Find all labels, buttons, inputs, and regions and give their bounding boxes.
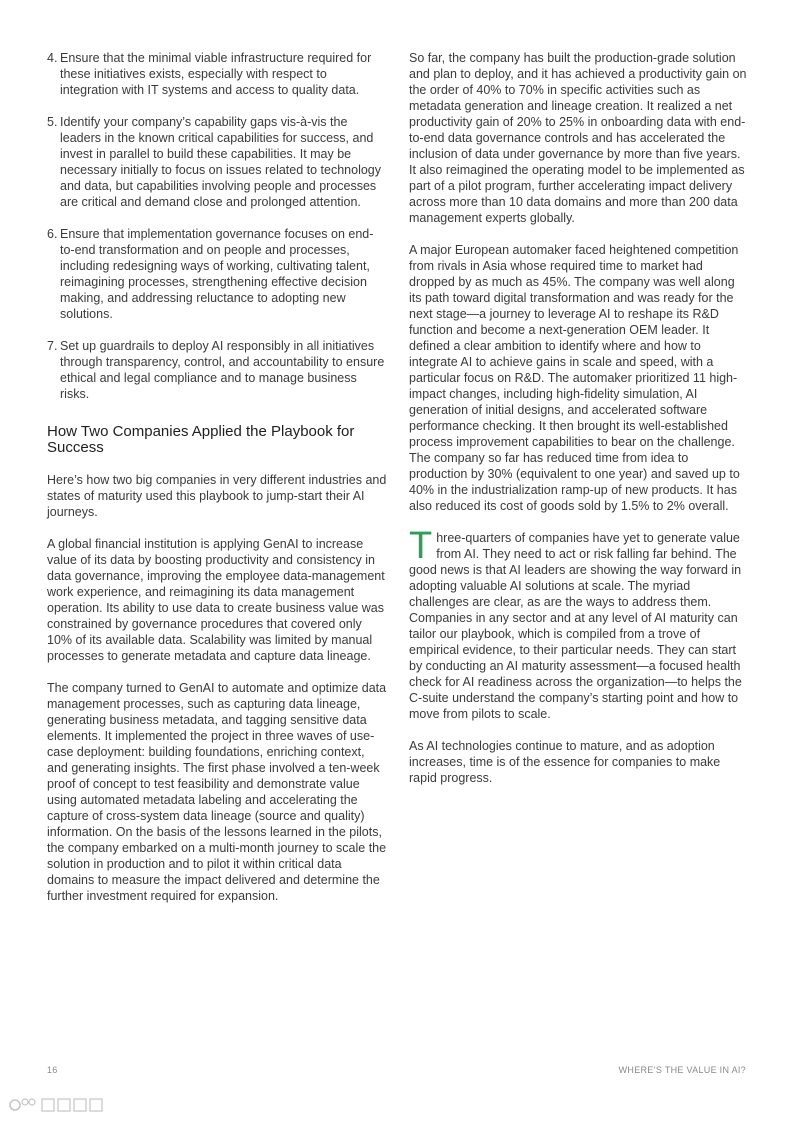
conclusion-text: hree-quarters of companies have yet to generate value from AI. They need to act or risk falling far behind. The good news is that AI leaders are showing the way forward in adopting valuable AI solutions at scale. The myriad challenges are clear, as are the ways to address them. Companies in any sector and at any level of AI maturity can tailor our playbook, which is compiled from a trove of empirical evidence, to their particular needs. They can start by conducting an AI maturity assessment—a focused health check for AI readiness across the organization—to helps the C-suite understand the company’s starting point and how to move from pilots to scale. bbox=[409, 531, 742, 721]
list-number: 4. bbox=[47, 51, 58, 65]
left-column bbox=[47, 50, 387, 920]
watermark-icon bbox=[8, 1096, 104, 1114]
list-number: 7. bbox=[47, 339, 58, 353]
final-paragraph: As AI technologies continue to mature, and as adoption increases, time is of the essence for companies to make rapid progress. bbox=[409, 739, 721, 785]
watermark-logo bbox=[8, 1096, 104, 1114]
financial-institution-paragraph: A global financial institution is applying GenAI to increase value of its data by boosting productivity and consistency in data governance, improving the employee data-management work experience, and reimagining its data management operation. Its ability to use data to create business value was constrained by governance procedures that covered only 10% of its available data. Scalability was limited by manual processes to generate metadata and capture data lineage. bbox=[47, 537, 385, 663]
list-text: Ensure that the minimal viable infrastructure required for these initiatives exists, especially with respect to integration with IT systems and access to quality data. bbox=[60, 51, 372, 97]
list-text: Ensure that implementation governance focuses on end-to-end transformation and on people and processes, including redesigning ways of working, cultivating talent, reimagining processes, strengthening effective decision making, and addressing reluctance to adopting new solutions. bbox=[60, 227, 374, 321]
list-text: Identify your company’s capability gaps vis-à-vis the leaders in the known critical capabilities for success, and invest in parallel to build these capabilities. It may be necessary initially to focus on issues related to technology and data, but capabilities involving people and processes are critical and demand close and prolonged attention. bbox=[60, 115, 382, 209]
list-number: 6. bbox=[47, 227, 58, 241]
list-text: Set up guardrails to deploy AI responsibly in all initiatives through transparency, control, and accountability to ensure ethical and legal compliance and to manage business risks. bbox=[60, 339, 385, 401]
results-paragraph: So far, the company has built the production-grade solution and plan to deploy, and it has achieved a productivity gain on the order of 40% to 70% in specific activities such as metadata generation and lineage creation. It realized a net productivity gain of 20% to 25% in onboarding data with end-to-end data governance controls and has accelerated the inclusion of data under governance by more than five years. It also reimagined the operating model to be implemented as part of a pilot program, further accelerating impact delivery across more than 10 data domains and more than 200 data management experts globally. bbox=[409, 51, 747, 225]
automaker-paragraph: A major European automaker faced heightened competition from rivals in Asia whose required time to market had dropped by as much as 45%. The company was well along its path toward digital transformation and was ready for the next stage—a journey to leverage AI to reshape its R&D function and become a next-generation OEM leader. It defined a clear ambition to identify where and how to integrate AI to achieve gains in scale and speed, with a particular focus on R&D. The automaker prioritized 11 high-impact changes, including high-fidelity simulation, AI generation of initial designs, and accelerated software performance checking. It then brought its well-established process improvement capabilities to bear on the challenge. The company so far has reduced time from idea to production by 30% (equivalent to one year) and saved up to 40% in the industrialization ramp-up of new products. It has also reduced its cost of goods sold by 1.5% to 2% overall. bbox=[409, 243, 740, 513]
recommendation-list bbox=[47, 50, 387, 402]
list-item bbox=[47, 338, 387, 402]
list-number: 5. bbox=[47, 115, 58, 129]
list-item bbox=[47, 114, 387, 210]
genai-project-paragraph: The company turned to GenAI to automate and optimize data management processes, such as capturing data lineage, generating business metadata, and tagging sensitive data elements. It implemented the project in three waves of use-case deployment: building foundations, enriching context, and generating insights. The first phase involved a ten-week proof of concept to test feasibility and demonstrate value using automated metadata labeling and accelerating the capture of cross-system data lineage (source and quality) information. On the basis of the lessons learned in the pilots, the company embarked on a multi-month journey to scale the solution in production and to pilot it within critical data domains to measure the impact delivered and determine the further investment required for expansion. bbox=[47, 681, 387, 903]
page-number: 16 bbox=[47, 1065, 58, 1075]
running-title: WHERE’S THE VALUE IN AI? bbox=[618, 1065, 746, 1075]
intro-paragraph: Here’s how two big companies in very different industries and states of maturity used this playbook to jump-start their AI journeys. bbox=[47, 473, 387, 519]
list-item bbox=[47, 226, 387, 322]
conclusion-paragraph bbox=[409, 525, 747, 722]
list-item bbox=[47, 50, 387, 98]
section-heading: How Two Companies Applied the Playbook for Success bbox=[47, 423, 355, 456]
drop-cap: T bbox=[409, 525, 433, 567]
right-column bbox=[409, 50, 747, 802]
